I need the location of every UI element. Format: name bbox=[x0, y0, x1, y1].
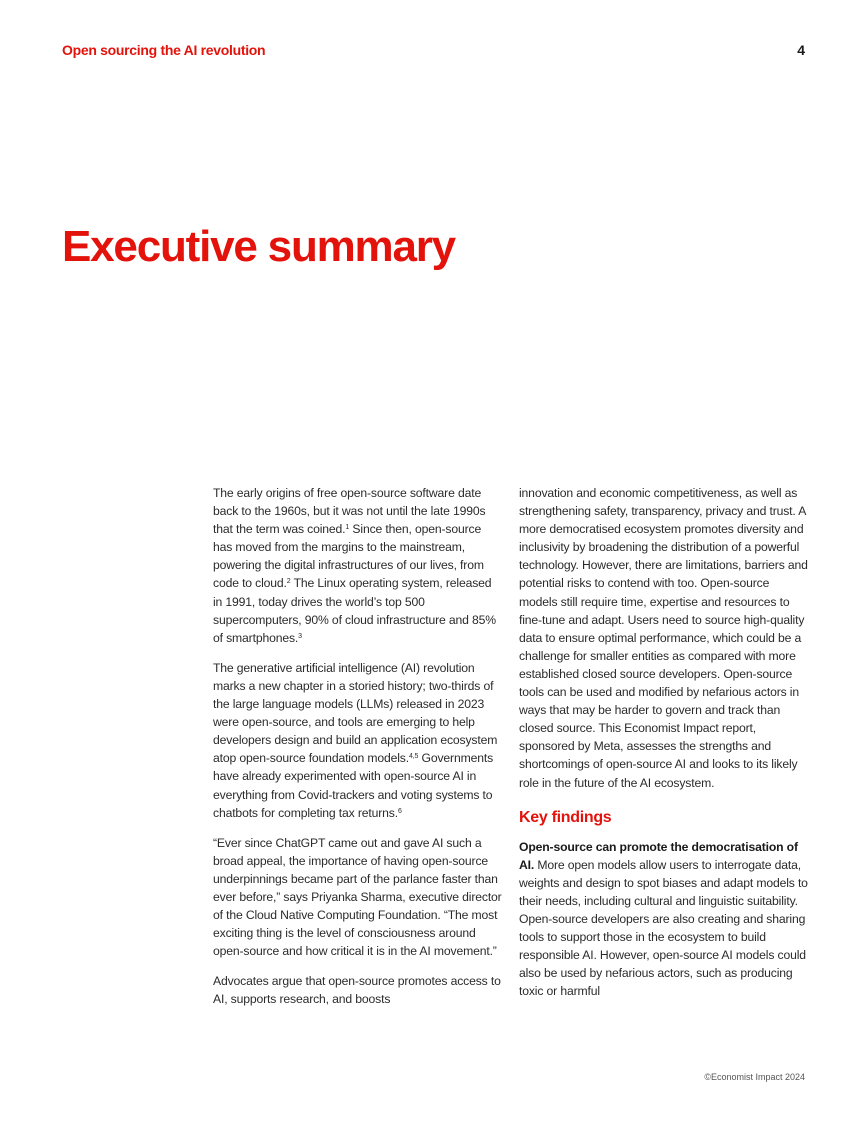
footnote-ref[interactable]: 1 bbox=[345, 524, 350, 532]
running-title: Open sourcing the AI revolution bbox=[62, 42, 266, 58]
footer-copyright: ©Economist Impact 2024 bbox=[704, 1072, 805, 1082]
continuation-paragraph: innovation and economic competitiveness, as well as strengthening safety, transparency, privacy and trust. A more democratised ecosystem promotes diversity and inclusivity by broadening the distribution of a powerful technology. However, there are limitations, barriers and potential risks to contend with too. Open-source models still require time, expertise and resources to fine-tune and adapt. Users need to source high-quality data to ensure optimal performance, which could be a challenge for smaller entities as compared with more established closed source developers. Open-source tools can be used and modified by nefarious actors in ways that may be harder to govern and track than closed source. This Economist Impact report, sponsored by Meta, assesses the strengths and shortcomings of open-source AI and looks to its likely role in the future of the AI ecosystem. bbox=[519, 486, 808, 790]
paragraph-text: The early origins of free open-source software date back to the 1960s, but it was not until the late 1990s that the term was coined. bbox=[213, 486, 486, 537]
generative-ai-paragraph bbox=[213, 659, 503, 822]
advocates-paragraph: Advocates argue that open-source promotes access to AI, supports research, and boosts bbox=[213, 974, 501, 1007]
footnote-ref[interactable]: 4,5 bbox=[408, 753, 419, 761]
finding-lead: Open-source can promote the democratisation of AI. bbox=[519, 839, 798, 872]
footnote-ref[interactable]: 3 bbox=[298, 632, 302, 640]
left-column bbox=[213, 484, 503, 1021]
paragraph-text: The Linux operating system, released in 1991, today drives the world’s top 500 supercomputers, 90% of cloud infrastructure and 85% of smartphones. bbox=[213, 576, 496, 645]
paragraph-text: Governments have already experimented with open-source AI in everything from Covid-trackers and voting systems to chatbots for completing tax returns. bbox=[213, 751, 494, 820]
footnote-ref[interactable]: 2 bbox=[286, 578, 291, 586]
paragraph-text: Since then, open-source has moved from the margins to the mainstream, powering the digital infrastructures of our lives, from code to cloud. bbox=[213, 522, 484, 591]
intro-paragraph bbox=[213, 484, 503, 647]
finding-text: More open models allow users to interrogate data, weights and design to spot biases and adapt models to their needs, including cultural and linguistic suitability. Open-source developers are also creating and sharing tools to support those in the ecosystem to build responsible AI. However, open-source AI models could also be used by nefarious actors, such as producing toxic or harmful bbox=[519, 857, 808, 999]
paragraph-text: The generative artificial intelligence (AI) revolution marks a new chapter in a storied history; two-thirds of the large language models (LLMs) released in 2023 were open-source, and tools are emerging to help developers design and build an application ecosystem atop open-source foundation models. bbox=[213, 660, 498, 766]
quote-paragraph: “Ever since ChatGPT came out and gave AI such a broad appeal, the importance of having open-source underpinnings became part of the parlance faster than ever before,” says Priyanka Sharma, executive director of the Cloud Native Computing Foundation. “The most exciting thing is the level of consciousness around open-source and how critical it is in the AI movement.” bbox=[213, 835, 502, 959]
page-number: 4 bbox=[797, 42, 805, 58]
right-column bbox=[519, 484, 809, 1012]
finding-paragraph bbox=[519, 838, 809, 1001]
key-findings-heading: Key findings bbox=[519, 808, 612, 826]
page-title: Executive summary bbox=[62, 222, 455, 271]
footnote-ref[interactable]: 6 bbox=[397, 807, 402, 815]
